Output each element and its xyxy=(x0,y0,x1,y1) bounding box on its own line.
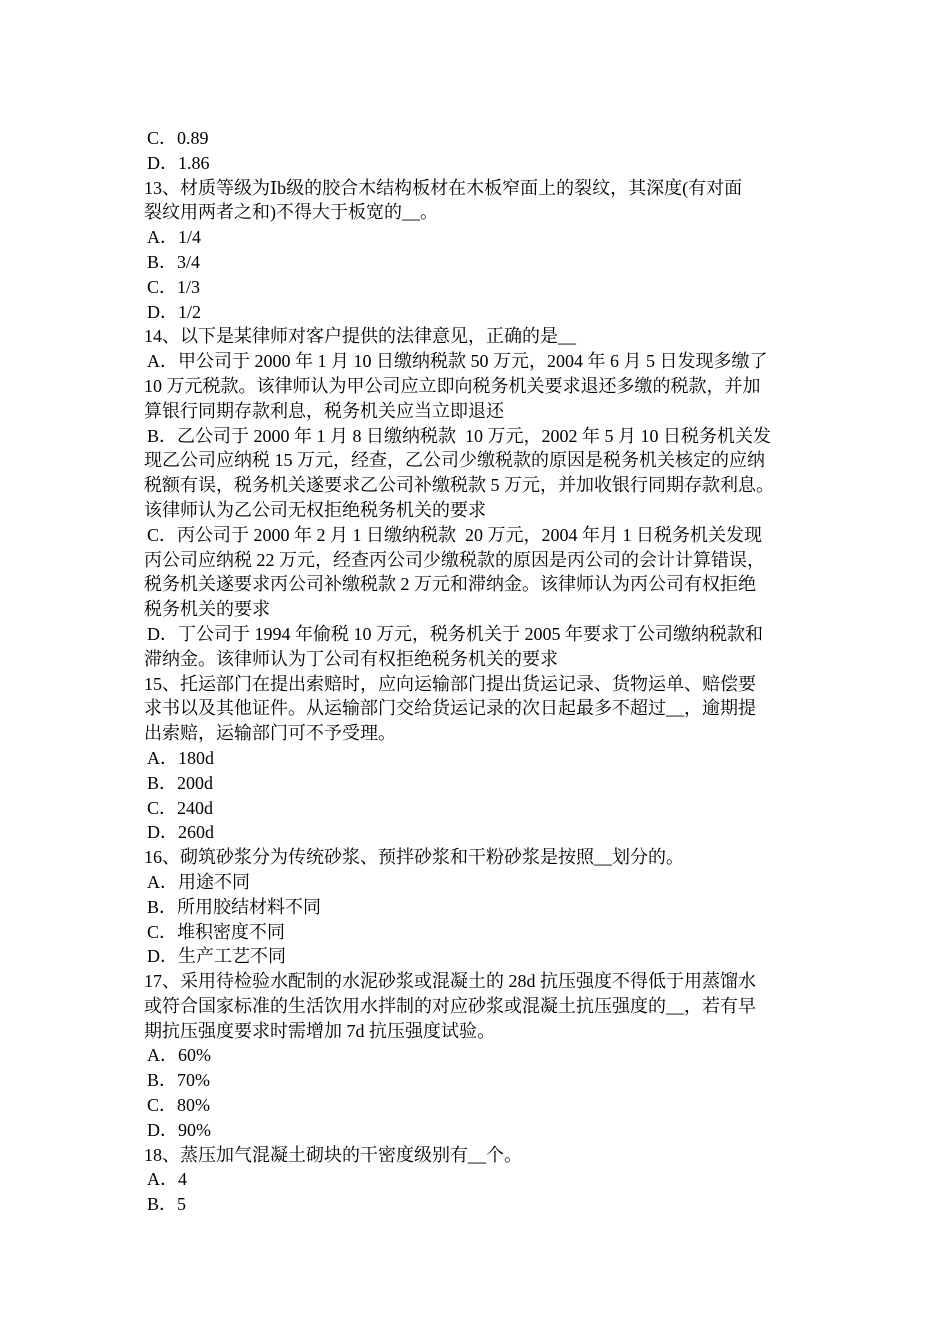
question-text-line: 或符合国家标准的生活饮用水拌制的对应砂浆或混凝土抗压强度的__，若有早 xyxy=(144,995,756,1016)
answer-option-line: C．丙公司于 2000 年 2 月 1 日缴纳税款 20 万元，2004 年月 1 日税务机关发现 xyxy=(147,524,763,545)
answer-option-line: B．3/4 xyxy=(147,251,201,272)
question-text-line: 13、材质等级为Ⅰb级的胶合木结构板材在木板窄面上的裂纹，其深度(有对面 xyxy=(144,177,743,198)
answer-option-line: D．90% xyxy=(147,1119,211,1140)
answer-option-line: D．生产工艺不同 xyxy=(147,946,286,967)
question-text-line: 18、蒸压加气混凝土砌块的干密度级别有__个。 xyxy=(144,1144,522,1165)
question-text-line: 税额有误，税务机关遂要求乙公司补缴税款 5 万元，并加收银行同期存款利息。 xyxy=(144,475,774,496)
answer-option-line: A．4 xyxy=(147,1169,187,1190)
question-text-line: 丙公司应纳税 22 万元，经查丙公司少缴税款的原因是丙公司的会计计算错误， xyxy=(144,549,765,570)
answer-option-line: A．60% xyxy=(147,1045,211,1066)
answer-option-line: B．70% xyxy=(147,1070,210,1091)
question-text-line: 现乙公司应纳税 15 万元，经查，乙公司少缴税款的原因是税务机关核定的应纳 xyxy=(144,450,765,471)
question-text-line: 10 万元税款。该律师认为甲公司应立即向税务机关要求退还多缴的税款，并加 xyxy=(144,375,761,396)
answer-option-line: C．240d xyxy=(147,797,214,818)
answer-option-line: C．1/3 xyxy=(147,276,201,297)
question-text-line: 出索赔，运输部门可不予受理。 xyxy=(144,723,396,744)
question-text-line: 税务机关的要求 xyxy=(144,599,270,620)
document-body xyxy=(144,126,814,1217)
answer-option-line: B．所用胶结材料不同 xyxy=(147,896,322,917)
question-text-line: 16、砌筑砂浆分为传统砂浆、预拌砂浆和干粉砂浆是按照__划分的。 xyxy=(144,847,684,868)
question-text-line: 滞纳金。该律师认为丁公司有权拒绝税务机关的要求 xyxy=(144,648,558,669)
question-text-line: 15、托运部门在提出索赔时，应向运输部门提出货运记录、货物运单、赔偿要 xyxy=(144,673,756,694)
question-text-line: 求书以及其他证件。从运输部门交给货运记录的次日起最多不超过__，逾期提 xyxy=(144,698,756,719)
answer-option-line: D．1/2 xyxy=(147,301,201,322)
answer-option-line: A．1/4 xyxy=(147,227,201,248)
answer-option-line: B．5 xyxy=(147,1194,187,1215)
question-text-line: 算银行同期存款利息，税务机关应当立即退还 xyxy=(144,400,504,421)
question-text-line: 14、以下是某律师对客户提供的法律意见，正确的是__ xyxy=(144,326,576,347)
answer-option-line: D．丁公司于 1994 年偷税 10 万元，税务机关于 2005 年要求丁公司缴纳税款和 xyxy=(147,623,763,644)
answer-option-line: D．1.86 xyxy=(147,152,210,173)
answer-option-line: B．乙公司于 2000 年 1 月 8 日缴纳税款 10 万元，2002 年 5 月 10 日税务机关发 xyxy=(147,425,772,446)
question-text-line: 税务机关遂要求丙公司补缴税款 2 万元和滞纳金。该律师认为丙公司有权拒绝 xyxy=(144,574,756,595)
answer-option-line: A．180d xyxy=(147,747,214,768)
question-text-line: 17、采用待检验水配制的水泥砂浆或混凝土的 28d 抗压强度不得低于用蒸馏水 xyxy=(144,971,756,992)
answer-option-line: C．堆积密度不同 xyxy=(147,921,286,942)
question-text-line: 该律师认为乙公司无权拒绝税务机关的要求 xyxy=(144,499,486,520)
question-text-line: 裂纹用两者之和)不得大于板宽的__。 xyxy=(144,202,438,223)
answer-option-line: A．用途不同 xyxy=(147,871,250,892)
answer-option-line: C．80% xyxy=(147,1095,210,1116)
answer-option-line: A．甲公司于 2000 年 1 月 10 日缴纳税款 50 万元，2004 年 6 月 5 日发现多缴了 xyxy=(147,351,768,372)
question-text-line: 期抗压强度要求时需增加 7d 抗压强度试验。 xyxy=(144,1020,495,1041)
answer-option-line: C．0.89 xyxy=(147,128,209,148)
answer-option-line: D．260d xyxy=(147,822,214,843)
answer-option-line: B．200d xyxy=(147,772,214,793)
